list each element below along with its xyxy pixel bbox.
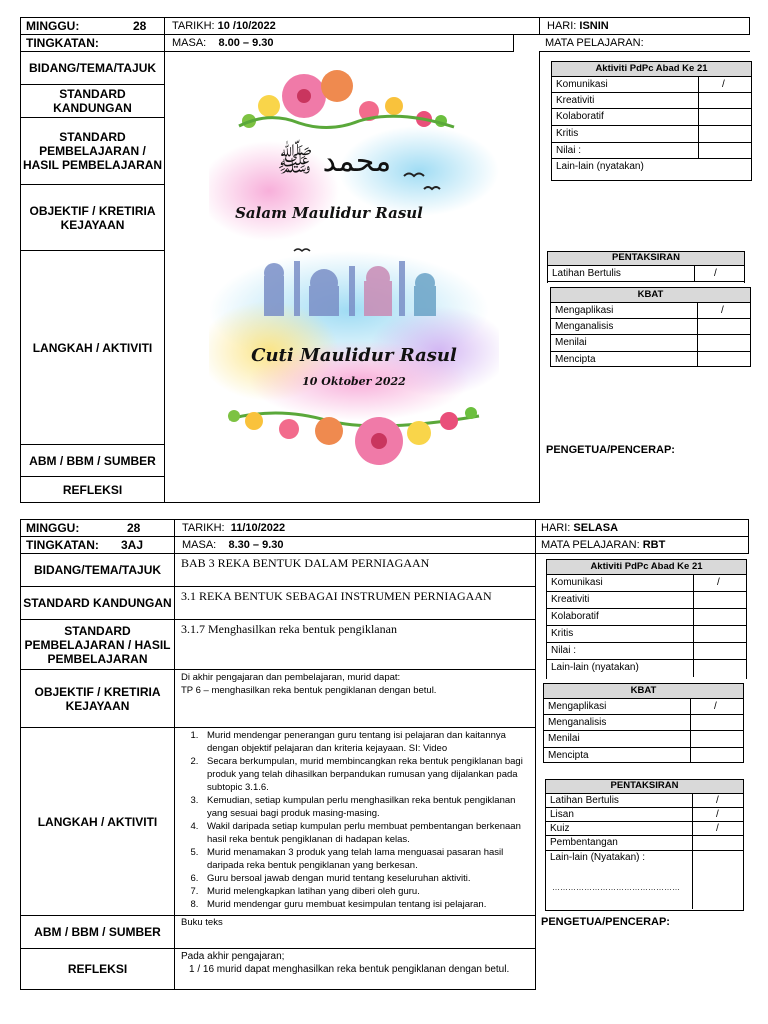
minggu-cell: [20, 17, 165, 35]
langkah-value: [174, 727, 536, 916]
tarikh-label: TARIKH:: [172, 20, 215, 32]
abm-value: Buku teks: [174, 915, 536, 949]
standard-kandungan-value: 3.1 REKA BENTUK SEBAGAI INSTRUMEN PERNIAGAAN: [174, 586, 536, 620]
label-standard-pembelajaran: STANDARD PEMBELAJARAN / HASIL PEMBELAJARAN: [20, 619, 175, 670]
label-standard-pembelajaran: STANDARD PEMBELAJARAN / HASIL PEMBELAJARAN: [20, 117, 165, 185]
kbat-box-1: [550, 287, 751, 367]
pdpc-row: Kritis: [552, 126, 751, 143]
pdpc-box-2: [546, 559, 747, 679]
pentaksiran-title: PENTAKSIRAN: [548, 252, 744, 266]
minggu-label: MINGGU:: [26, 521, 80, 535]
langkah-item: 5. Murid menamakan 3 produk yang telah lama menguasai pasaran hasil daripada reka bentuk pengiklanan yang berkesan.: [201, 846, 531, 872]
kbat-row: Menilai: [544, 731, 743, 748]
langkah-item: 8. Murid mendengar guru membuat kesimpulan tentang isi pelajaran.: [201, 898, 531, 911]
hari-value: SELASA: [573, 522, 619, 534]
refleksi-value: [174, 948, 536, 990]
mata-pelajaran-value: RBT: [642, 539, 666, 551]
refleksi-line: 1 / 16 murid dapat menghasilkan reka bentuk pengiklanan dengan betul.: [189, 964, 510, 975]
hari-label: HARI:: [541, 522, 571, 534]
tingkatan-label: TINGKATAN:: [26, 538, 99, 552]
pdpc-row: Kritis: [547, 626, 746, 643]
standard-pembelajaran-value: 3.1.7 Menghasilkan reka bentuk pengiklanan: [174, 619, 536, 670]
kbat-row: Mengaplikasi /: [544, 699, 743, 715]
label-abm: ABM / BBM / SUMBER: [20, 444, 165, 477]
pentaksiran-dots: …………………………………………: [552, 883, 680, 892]
label-objektif: OBJEKTIF / KRETIRIA KEJAYAAN: [20, 669, 175, 728]
hari-label: HARI:: [547, 20, 577, 32]
tarikh-value: 10 /10/2022: [217, 20, 276, 32]
objektif-line: Di akhir pengajaran dan pembelajaran, murid dapat:: [181, 672, 401, 683]
minggu-cell: [20, 519, 175, 537]
top-flowers: [239, 70, 454, 128]
kbat-box-2: [543, 683, 744, 763]
mata-pelajaran-label: MATA PELAJARAN:: [545, 37, 644, 49]
poster-watercolor-art: [209, 61, 499, 491]
refleksi-line: Pada akhir pengajaran;: [181, 951, 285, 962]
pentaksiran-row: Pembentangan: [546, 836, 743, 851]
kbat-title: KBAT: [551, 288, 750, 303]
mata-pelajaran-cell: [545, 34, 644, 52]
masa-label: MASA:: [172, 37, 207, 49]
label-bidang: BIDANG/TEMA/TAJUK: [20, 51, 165, 85]
kbat-row: Mencipta: [551, 352, 750, 367]
langkah-item: 7. Murid melengkapkan latihan yang diberi oleh guru.: [201, 885, 531, 898]
pdpc-row: Nilai :: [547, 643, 746, 660]
pentaksiran-title: PENTAKSIRAN: [546, 780, 743, 794]
objektif-line: TP 6 – menghasilkan reka bentuk pengiklanan dengan betul.: [181, 685, 437, 696]
pdpc-row: Komunikasi /: [547, 575, 746, 592]
pdpc-row: Nilai :: [552, 143, 751, 159]
bidang-value: BAB 3 REKA BENTUK DALAM PERNIAGAAN: [174, 553, 536, 587]
tingkatan-cell: [20, 34, 165, 52]
pdpc-row: Kolaboratif: [547, 609, 746, 626]
hari-cell: [535, 519, 749, 537]
kbat-title: KBAT: [544, 684, 743, 699]
pdpc-title: Aktiviti PdPc Abad Ke 21: [552, 62, 751, 77]
hari-value: ISNIN: [579, 20, 609, 32]
mata-pelajaran-label: MATA PELAJARAN:: [541, 539, 640, 551]
minggu-value: 28: [127, 521, 141, 535]
tarikh-cell: [174, 519, 536, 537]
content-area: [164, 51, 540, 503]
pdpc-row: Komunikasi /: [552, 77, 751, 93]
pdpc-row: Kolaboratif: [552, 109, 751, 126]
label-refleksi: REFLEKSI: [20, 476, 165, 503]
tarikh-cell: [164, 17, 540, 35]
langkah-item: 2. Secara berkumpulan, murid membincangkan reka bentuk pengiklanan bagi produk yang telah dihasilkan berpandukan rumusan yang dijalankan pada subtopic 3.1.6.: [201, 755, 531, 794]
langkah-item: 1. Murid mendengar penerangan guru tentang isi pelajaran dan kaitannya dengan objektif pelajaran dan kriteria kejayaan. SI: Video: [201, 729, 531, 755]
langkah-item: 6. Guru bersoal jawab dengan murid tentang keseluruhan aktiviti.: [201, 872, 531, 885]
masa-cell: [164, 34, 514, 52]
pdpc-title: Aktiviti PdPc Abad Ke 21: [547, 560, 746, 575]
svg-text:10 Oktober 2022: 10 Oktober 2022: [302, 375, 406, 388]
masa-value: 8.00 – 9.30: [218, 37, 274, 49]
langkah-list: [175, 729, 531, 911]
label-langkah: LANGKAH / AKTIVITI: [20, 250, 165, 445]
svg-text:محمد ﷺ: محمد ﷺ: [276, 144, 392, 179]
kbat-row: Menilai: [551, 335, 750, 352]
kbat-row: Menganalisis: [544, 715, 743, 731]
maulidur-rasul-poster: [209, 61, 499, 491]
pdpc-row: Kreativiti: [552, 93, 751, 109]
label-objektif: OBJEKTIF / KRETIRIA KEJAYAAN: [20, 184, 165, 251]
pentaksiran-row: Latihan Bertulis /: [548, 266, 744, 282]
masa-cell: [174, 536, 536, 554]
tarikh-label: TARIKH:: [182, 522, 225, 534]
tingkatan-value: 3AJ: [121, 538, 144, 552]
hari-cell: [539, 17, 750, 35]
tingkatan-label: TINGKATAN:: [26, 36, 99, 50]
kbat-row: Menganalisis: [551, 319, 750, 335]
pdpc-row: Kreativiti: [547, 592, 746, 609]
pengetua-label-2: PENGETUA/PENCERAP:: [541, 916, 670, 928]
kbat-row: Mengaplikasi /: [551, 303, 750, 319]
tingkatan-cell: [20, 536, 175, 554]
label-abm: ABM / BBM / SUMBER: [20, 915, 175, 949]
label-bidang: BIDANG/TEMA/TAJUK: [20, 553, 175, 587]
label-refleksi: REFLEKSI: [20, 948, 175, 990]
pengetua-label-1: PENGETUA/PENCERAP:: [546, 444, 675, 456]
pentaksiran-row: Kuiz /: [546, 822, 743, 836]
pentaksiran-row: Latihan Bertulis /: [546, 794, 743, 808]
pdpc-row: Lain-lain (nyatakan): [556, 161, 644, 172]
masa-value: 8.30 – 9.30: [228, 539, 284, 551]
masa-label: MASA:: [182, 539, 217, 551]
pentaksiran-box-2: [545, 779, 744, 911]
minggu-value: 28: [133, 19, 147, 33]
tarikh-value: 11/10/2022: [230, 522, 286, 534]
pentaksiran-row: Lain-lain (Nyatakan) : …………………………………………: [546, 851, 743, 909]
divider: [539, 51, 750, 52]
langkah-item: 3. Kemudian, setiap kumpulan perlu menghasilkan reka bentuk pengiklanan yang sesuai bagi produk masing-masing.: [201, 794, 531, 820]
mata-pelajaran-cell: [535, 536, 749, 554]
pentaksiran-box-1: [547, 251, 745, 283]
minggu-label: MINGGU:: [26, 19, 80, 33]
pdpc-row: Lain-lain (nyatakan): [547, 660, 746, 677]
kbat-row: Mencipta: [544, 748, 743, 763]
label-standard-kandungan: STANDARD KANDUNGAN: [20, 586, 175, 620]
pdpc-box-1: [551, 61, 752, 181]
pentaksiran-row: Lisan /: [546, 808, 743, 822]
label-standard-kandungan: STANDARD KANDUNGAN: [20, 84, 165, 118]
label-langkah: LANGKAH / AKTIVITI: [20, 727, 175, 916]
svg-text:Cuti Maulidur Rasul: Cuti Maulidur Rasul: [251, 345, 457, 366]
objektif-value: [174, 669, 536, 728]
langkah-item: 4. Wakil daripada setiap kumpulan perlu membuat pembentangan berkenaan hasil reka bentuk pengiklanan di hadapan kelas.: [201, 820, 531, 846]
svg-text:Salam Maulidur Rasul: Salam Maulidur Rasul: [235, 204, 423, 222]
